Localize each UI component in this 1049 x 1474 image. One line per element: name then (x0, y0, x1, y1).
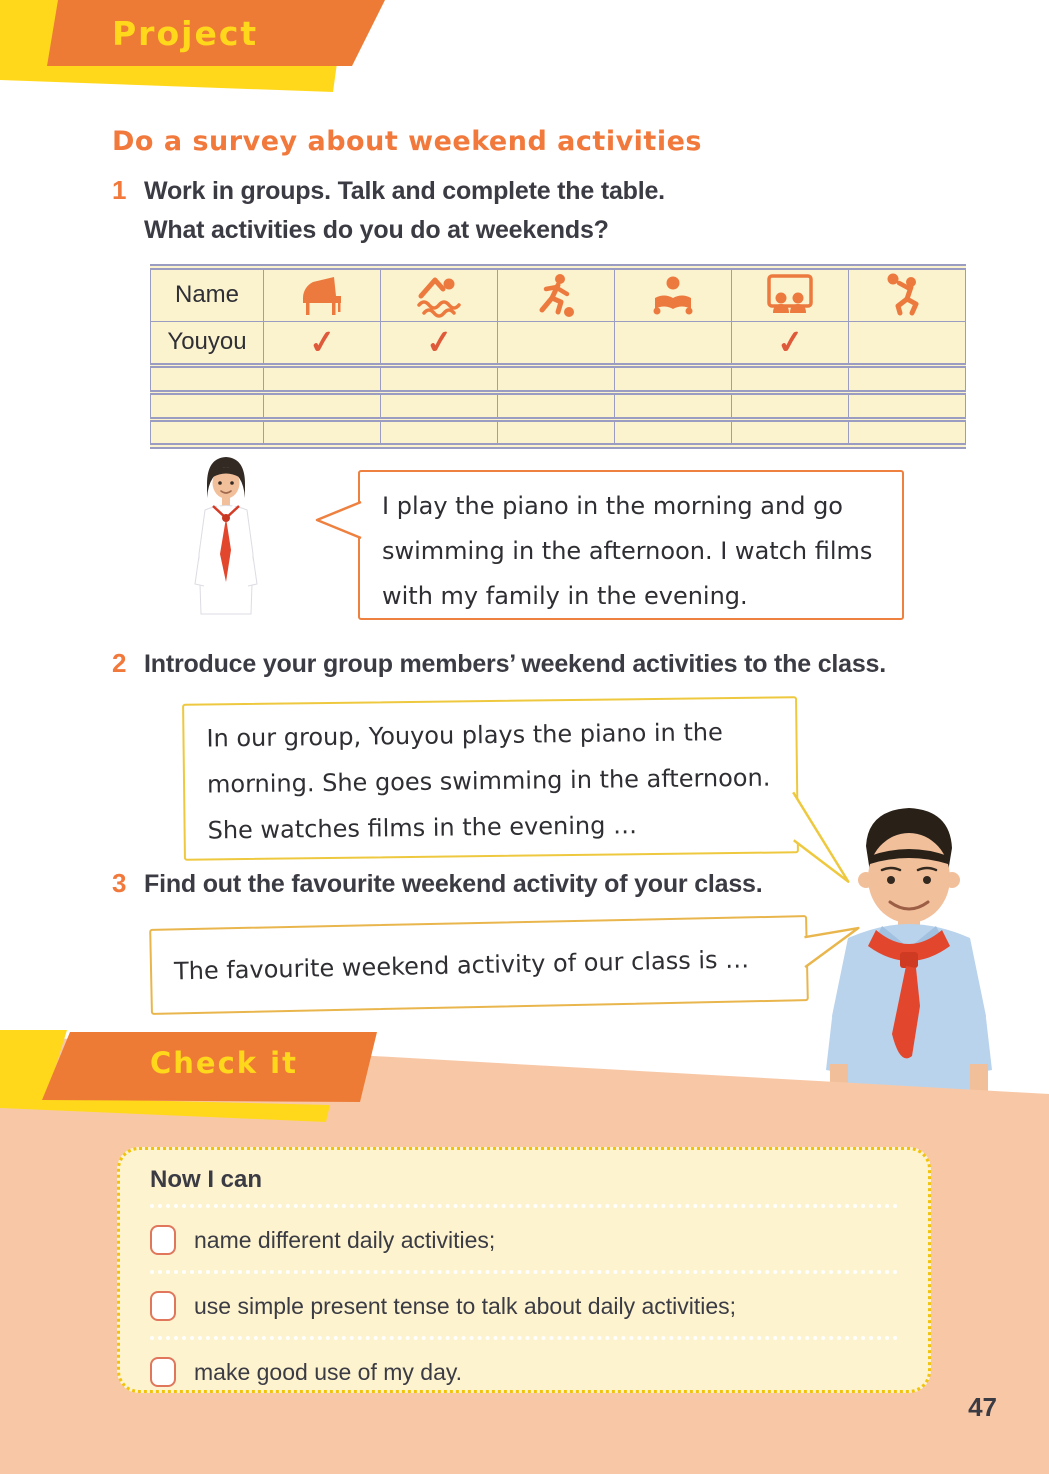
cell-swimming[interactable] (381, 321, 498, 365)
girl-photo (192, 452, 260, 625)
speech-text: The favourite weekend activity of our class is … (173, 945, 750, 986)
checklist-label-1: name different daily activities; (194, 1226, 496, 1253)
task-2-number: 2 (112, 648, 127, 678)
task-3 (112, 868, 763, 901)
check-mark: ✓ (423, 322, 455, 362)
checklist-item-1 (150, 1218, 898, 1262)
task-3-text: Find out the favourite weekend activity of your class. (144, 870, 763, 898)
speech-text: I play the piano in the morning and go swimming in the afternoon. I watch films with my family in the evening. (382, 492, 873, 610)
checkbox-3[interactable] (150, 1357, 176, 1387)
speech-bubble-boy-2 (149, 915, 809, 1015)
checkbox-1[interactable] (150, 1225, 176, 1255)
survey-table (150, 264, 966, 449)
task-1-line: Work in groups. Talk and complete the table. (144, 177, 665, 205)
checkbox-2[interactable] (150, 1291, 176, 1321)
now-i-can-title: Now I can (150, 1166, 263, 1193)
table-row-empty (151, 419, 966, 446)
cell-football[interactable] (498, 321, 615, 365)
table-row-youyou (151, 321, 966, 365)
dotted-divider (150, 1204, 898, 1208)
reading-icon (615, 267, 732, 321)
ball-game-icon (849, 267, 966, 321)
now-i-can-box (117, 1147, 931, 1393)
check-mark: ✓ (306, 322, 338, 362)
page-number: 47 (968, 1392, 997, 1422)
dotted-divider (150, 1270, 898, 1274)
cell-ball-games[interactable] (849, 321, 966, 365)
cell-reading[interactable] (615, 321, 732, 365)
football-icon (498, 267, 615, 321)
checklist-item-2 (150, 1284, 898, 1328)
cell-piano[interactable] (264, 321, 381, 365)
checklist-label-2: use simple present tense to talk about daily activities; (194, 1292, 737, 1319)
speech-text: In our group, Youyou plays the piano in the morning. She goes swimming in the afternoon. She watches films in the evening … (206, 718, 771, 845)
check-mark: ✓ (774, 322, 806, 362)
table-header-name: Name (151, 267, 264, 321)
task-3-number: 3 (112, 868, 127, 898)
check-it-banner-title: Check it (150, 1046, 298, 1080)
table-row-empty (151, 365, 966, 392)
task-1 (112, 175, 665, 247)
cell-films[interactable] (732, 321, 849, 365)
task-2 (112, 648, 886, 681)
project-banner-title: Project (112, 14, 259, 53)
task-2-text: Introduce your group members’ weekend activities to the class. (144, 650, 886, 678)
row-name[interactable] (151, 392, 264, 419)
speech-bubble-girl (358, 470, 904, 620)
table-row-empty (151, 392, 966, 419)
swimming-icon (381, 267, 498, 321)
row-name[interactable] (151, 419, 264, 446)
table-header-row (151, 267, 966, 321)
dotted-divider (150, 1336, 898, 1340)
watch-films-icon (732, 267, 849, 321)
checklist-label-3: make good use of my day. (194, 1358, 463, 1385)
checklist-item-3 (150, 1350, 898, 1394)
row-name[interactable] (151, 365, 264, 392)
task-1-question: What activities do you do at weekends? (144, 216, 609, 244)
section-heading: Do a survey about weekend activities (112, 126, 702, 157)
speech-bubble-boy-1 (182, 696, 799, 861)
task-1-number: 1 (112, 175, 127, 205)
row-name: Youyou (151, 321, 264, 365)
task-1-text (144, 175, 665, 247)
piano-icon (264, 267, 381, 321)
